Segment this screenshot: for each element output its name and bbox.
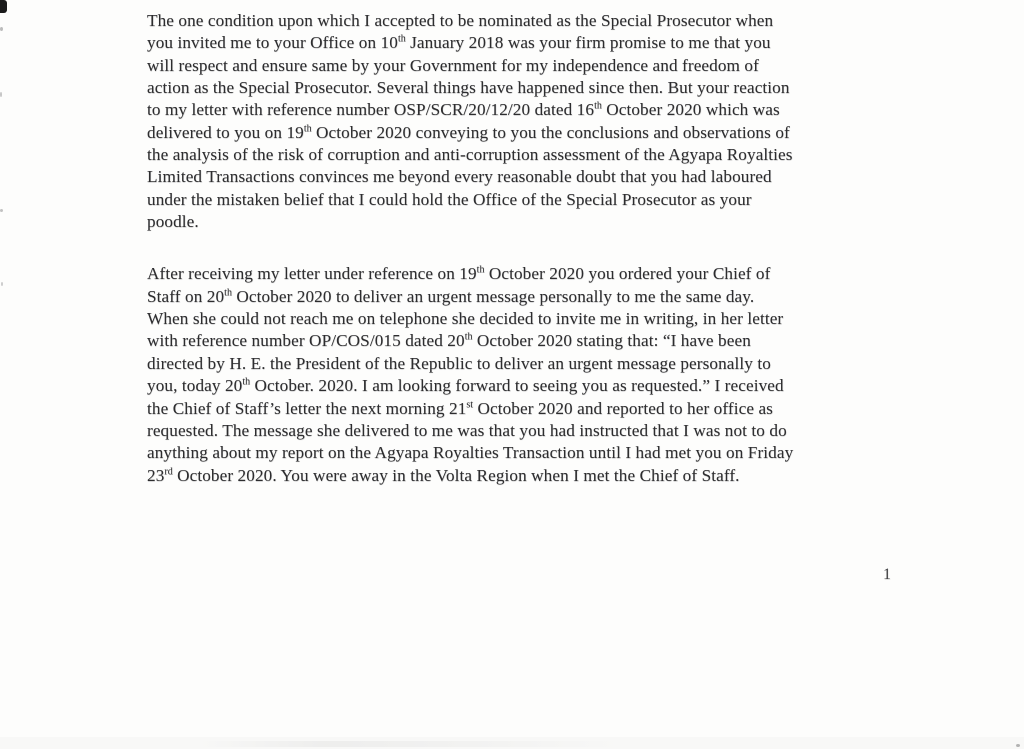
paragraph bbox=[147, 263, 917, 486]
text-line: action as the Special Prosecutor. Several things have happened since then. But your reaction bbox=[147, 78, 790, 98]
ordinal-superscript: th bbox=[464, 331, 473, 343]
scan-speck bbox=[1, 282, 3, 286]
text-line: requested. The message she delivered to me was that you had instructed that I was not to do bbox=[147, 420, 787, 440]
ordinal-superscript: rd bbox=[164, 465, 173, 477]
text-line: delivered to you on 19th October 2020 conveying to you the conclusions and observations of bbox=[147, 122, 790, 142]
text-line: you invited me to your Office on 10th January 2018 was your firm promise to me that you bbox=[147, 33, 771, 53]
scan-speck bbox=[0, 27, 3, 31]
text-line: poodle. bbox=[147, 212, 199, 232]
ordinal-superscript: th bbox=[594, 100, 602, 112]
text-line: directed by H. E. the President of the Republic to deliver an urgent message personally to bbox=[147, 353, 771, 373]
ordinal-superscript: th bbox=[397, 33, 406, 45]
text-line: Staff on 20th October 2020 to deliver an urgent message personally to me the same day. bbox=[147, 286, 755, 306]
text-line: will respect and ensure same by your Government for my independence and freedom of bbox=[147, 55, 759, 75]
ordinal-superscript: th bbox=[476, 264, 485, 276]
scan-speck bbox=[1016, 744, 1020, 747]
text-line: to my letter with reference number OSP/SCR/20/12/20 dated 16th October 2020 which was bbox=[147, 100, 780, 120]
text-line: under the mistaken belief that I could hold the Office of the Special Prosecutor as your bbox=[147, 189, 752, 209]
text-line: with reference number OP/COS/015 dated 20th October 2020 stating that: “I have been bbox=[147, 331, 751, 351]
paragraph bbox=[147, 10, 917, 233]
scan-smudge bbox=[200, 741, 620, 747]
text-line: Limited Transactions convinces me beyond every reasonable doubt that you had laboured bbox=[147, 167, 772, 187]
text-line: you, today 20th October. 2020. I am looking forward to seeing you as requested.” I received bbox=[147, 376, 784, 396]
text-line: The one condition upon which I accepted to be nominated as the Special Prosecutor when bbox=[147, 11, 774, 30]
scan-artifact-top-left bbox=[0, 0, 7, 13]
text-line: When she could not reach me on telephone she decided to invite me in writing, in her letter bbox=[147, 309, 784, 329]
text-line: anything about my report on the Agyapa Royalties Transaction until I had met you on Friday bbox=[147, 443, 794, 463]
ordinal-superscript: st bbox=[466, 398, 474, 410]
text-line: the analysis of the risk of corruption and anti-corruption assessment of the Agyapa Royalties bbox=[147, 145, 793, 165]
ordinal-superscript: th bbox=[303, 122, 312, 134]
scan-speck bbox=[0, 92, 2, 97]
letter-body bbox=[147, 10, 917, 487]
scan-speck bbox=[0, 209, 3, 212]
text-line: 23rd October 2020. You were away in the Volta Region when I met the Chief of Staff. bbox=[147, 465, 740, 485]
ordinal-superscript: th bbox=[224, 287, 232, 299]
text-line: the Chief of Staff’s letter the next morning 21st October 2020 and reported to her office as bbox=[147, 398, 773, 418]
ordinal-superscript: th bbox=[242, 376, 251, 388]
page-number: 1 bbox=[883, 566, 891, 583]
text-line: After receiving my letter under reference on 19th October 2020 you ordered your Chief of bbox=[147, 264, 771, 284]
